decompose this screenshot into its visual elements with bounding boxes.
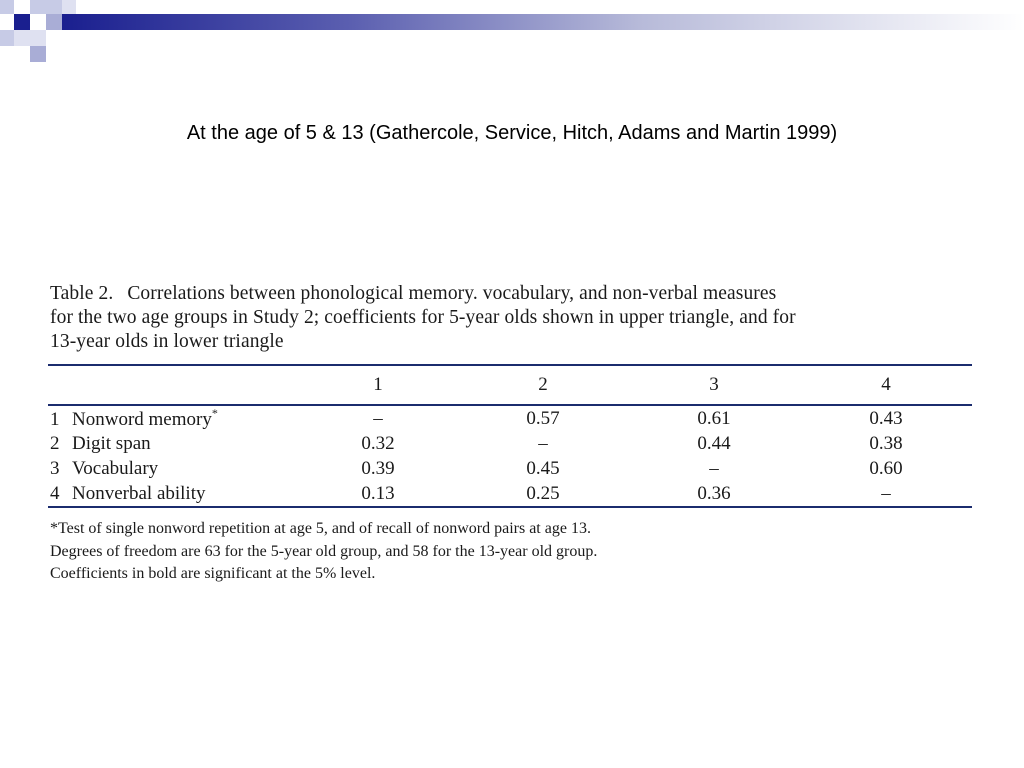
column-header [48, 366, 298, 404]
correlation-table-figure [48, 282, 974, 586]
correlation-table [48, 366, 972, 506]
table-caption [50, 282, 974, 354]
row-label-text: Nonverbal ability [72, 482, 206, 504]
column-header: 2 [538, 374, 548, 395]
row-label-text: Digit span [72, 432, 151, 454]
decor-gradient-bar [62, 14, 1024, 30]
table-row [48, 481, 972, 506]
table-cell: 0.60 [869, 457, 903, 479]
table-row [48, 431, 972, 456]
table-body [48, 406, 972, 506]
column-header: 1 [373, 374, 383, 395]
table-row [48, 406, 972, 431]
table-cell: 0.43 [869, 407, 903, 429]
table-cell: 0.32 [361, 432, 395, 454]
table-cell: – [709, 457, 719, 479]
decor-square [30, 46, 46, 62]
column-header: 4 [881, 374, 891, 395]
decor-square [0, 0, 14, 14]
table-cell: – [538, 432, 548, 454]
row-index: 2 [50, 432, 60, 454]
decor-square-accent [14, 14, 30, 30]
table-cell: – [373, 407, 383, 429]
decor-square [30, 0, 46, 14]
footnote-marker: * [211, 406, 218, 420]
table-cell: 0.38 [869, 432, 903, 454]
table-header-row [48, 366, 972, 404]
table-cell: 0.61 [697, 407, 731, 429]
slide-decoration [0, 0, 1024, 62]
table-cell: 0.39 [361, 457, 395, 479]
column-header: 3 [709, 374, 719, 395]
caption-text: Correlations between phonological memory. vocabulary, and non-verbal measures [127, 283, 777, 304]
decor-square [14, 30, 30, 46]
table-notes [50, 518, 974, 586]
row-index: 4 [50, 482, 60, 504]
table-cell: 0.13 [361, 482, 395, 504]
row-label [48, 431, 298, 456]
table-cell: – [881, 482, 891, 504]
row-label [48, 481, 298, 506]
table-cell: 0.57 [526, 407, 560, 429]
row-label-text: Vocabulary [72, 457, 159, 479]
row-label-text: Nonword memory [72, 409, 212, 430]
table-row [48, 456, 972, 481]
decor-square [30, 30, 46, 46]
caption-line: 13-year olds in lower triangle [50, 331, 284, 352]
table-note: Degrees of freedom are 63 for the 5-year old group, and 58 for the 13-year old group. [50, 542, 598, 560]
decor-square [62, 0, 76, 14]
caption-line: for the two age groups in Study 2; coefficients for 5-year olds shown in upper triangle, and for [50, 307, 796, 328]
table-cell: 0.44 [697, 432, 731, 454]
table-cell: 0.45 [526, 457, 560, 479]
row-label [48, 456, 298, 481]
table-note: *Test of single nonword repetition at age 5, and of recall of nonword pairs at age 13. [50, 520, 591, 537]
caption-line [50, 282, 974, 306]
table-bottom-rule [48, 506, 972, 508]
decor-square [46, 14, 62, 30]
decor-square [46, 0, 62, 14]
table-number: Table 2. [50, 283, 114, 304]
decor-square [0, 30, 14, 46]
row-index: 3 [50, 457, 60, 479]
row-label [48, 406, 298, 431]
table-cell: 0.36 [697, 482, 731, 504]
table-cell: 0.25 [526, 482, 560, 504]
table-note: Coefficients in bold are significant at the 5% level. [50, 565, 376, 582]
row-index: 1 [50, 409, 60, 430]
slide-title: At the age of 5 & 13 (Gathercole, Service, Hitch, Adams and Martin 1999) [186, 122, 838, 144]
